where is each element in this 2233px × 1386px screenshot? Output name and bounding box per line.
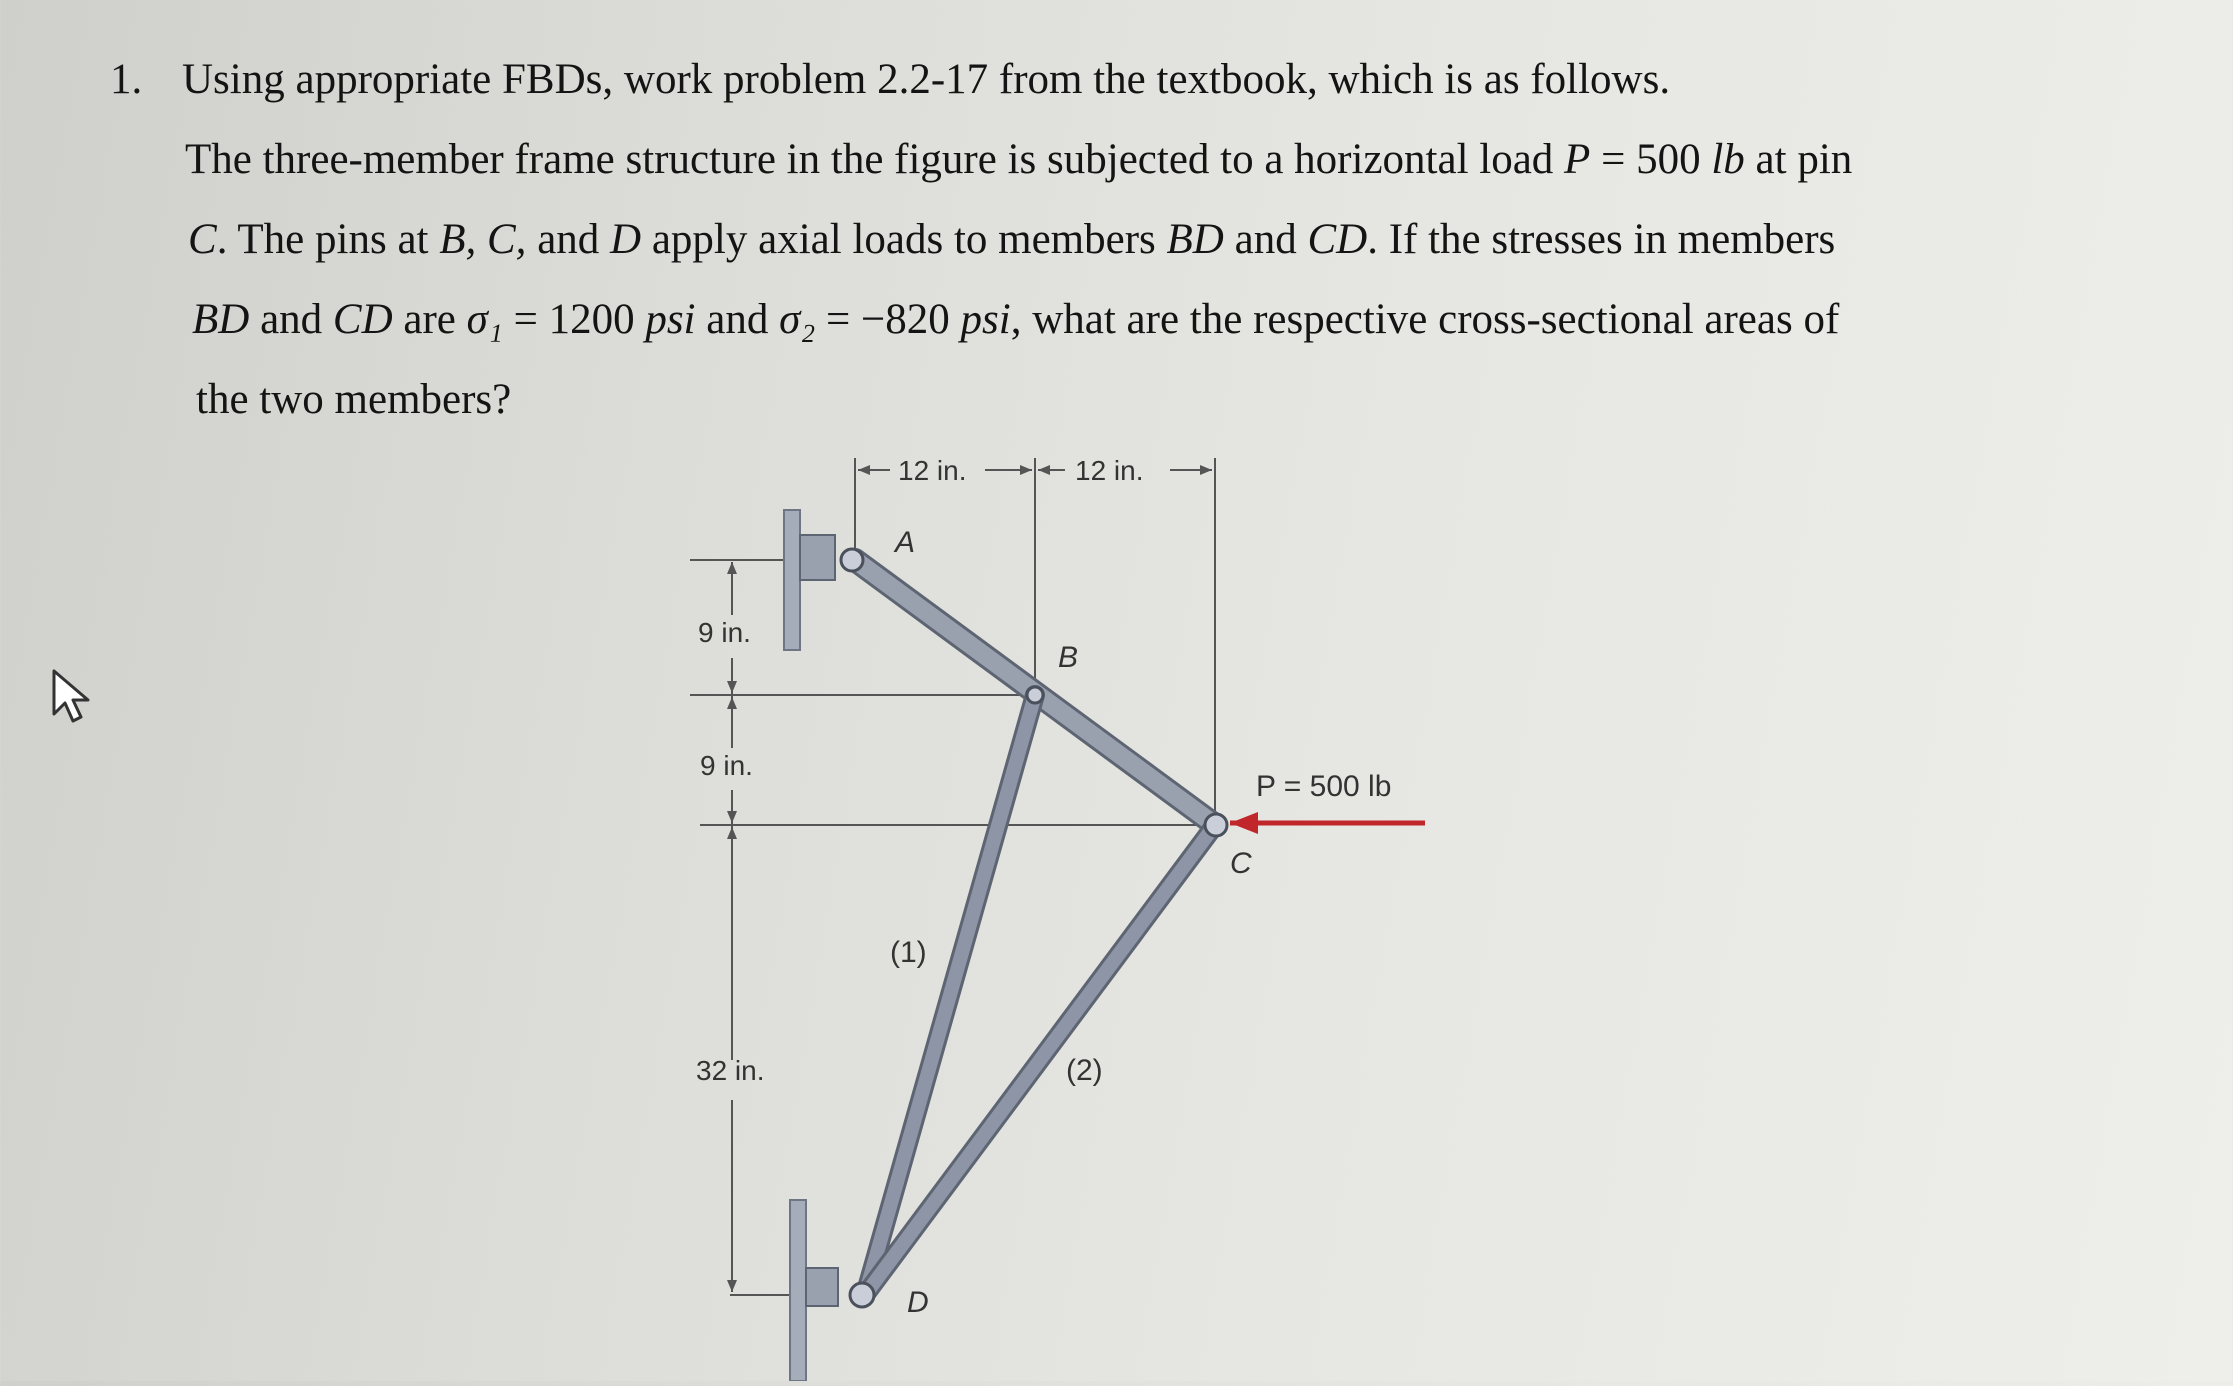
load-arrowhead xyxy=(1230,812,1258,834)
dim-top-2: 12 in. xyxy=(1075,455,1144,486)
line4-text-a: and xyxy=(249,296,333,343)
problem-number: 1. xyxy=(110,56,143,103)
pin-d xyxy=(850,1283,874,1307)
line4-psi1: psi xyxy=(645,296,696,343)
arrowhead-top-4 xyxy=(1200,465,1212,475)
line2-text-b: at pin xyxy=(1744,136,1853,183)
member-bd-fill xyxy=(865,695,1035,1295)
problem-line-2 xyxy=(185,120,1852,200)
wall-support-a xyxy=(784,510,800,650)
arrowhead-top-1 xyxy=(858,465,870,475)
arrowhead-left-2 xyxy=(727,681,737,693)
line4-text-d: and xyxy=(695,296,780,343)
bracket-d xyxy=(806,1268,838,1306)
pin-b xyxy=(1027,687,1043,703)
line3-cd: CD xyxy=(1307,216,1368,263)
arrowhead-left-4 xyxy=(727,811,737,823)
line4-text-f: , what are the respective cross-sectional areas of xyxy=(1010,296,1840,343)
line3-bd: BD xyxy=(1166,216,1224,263)
line4-sigma2: σ₂ xyxy=(779,296,816,343)
label-member-2: (2) xyxy=(1066,1054,1103,1087)
label-member-1: (1) xyxy=(890,936,927,969)
member-cd-fill xyxy=(865,825,1215,1295)
line4-text-e: = −820 xyxy=(815,296,961,343)
problem-line-4 xyxy=(192,280,1839,360)
line4-sigma1: σ₁ xyxy=(466,296,503,343)
line4-cd: CD xyxy=(332,296,393,343)
dim-top-1: 12 in. xyxy=(898,455,967,486)
label-b: B xyxy=(1058,641,1079,674)
line1-text: Using appropriate FBDs, work problem 2.2-17 from the textbook, which is as follows. xyxy=(182,56,1671,103)
line3-vars: B, C, xyxy=(439,216,527,263)
load-label: P = 500 lb xyxy=(1256,770,1392,803)
line4-text-c: = 1200 xyxy=(502,296,646,343)
label-a: A xyxy=(895,526,916,559)
line2-var-p: P xyxy=(1564,136,1591,183)
label-d: D xyxy=(907,1286,929,1319)
arrowhead-top-3 xyxy=(1038,465,1050,475)
line3-var-d: D xyxy=(610,216,642,263)
bracket-a xyxy=(800,535,835,580)
problem-line-5 xyxy=(196,360,511,440)
wall-support-d xyxy=(790,1200,806,1381)
line4-psi2: psi xyxy=(960,296,1011,343)
line4-bd: BD xyxy=(192,296,250,343)
line2-text-a: The three-member frame structure in the figure is subjected to a horizontal load xyxy=(185,136,1565,183)
pin-a xyxy=(841,549,863,571)
dim-left-2: 9 in. xyxy=(700,750,753,781)
mouse-cursor-icon xyxy=(50,668,94,726)
line4-text-b: are xyxy=(392,296,467,343)
arrowhead-left-1 xyxy=(727,562,737,574)
line3-text-c: apply axial loads to members xyxy=(641,216,1167,263)
line3-text-e: . If the stresses in members xyxy=(1367,216,1836,263)
arrowhead-top-2 xyxy=(1020,465,1032,475)
dim-left-1: 9 in. xyxy=(698,617,751,648)
problem-line-1 xyxy=(182,40,1670,120)
line3-var-c: C xyxy=(188,216,217,263)
line3-text-d: and xyxy=(1223,216,1308,263)
label-c: C xyxy=(1230,847,1252,880)
line2-eq: = 500 xyxy=(1590,136,1712,183)
arrowhead-left-5 xyxy=(727,827,737,839)
line3-text-b: and xyxy=(526,216,611,263)
line5-text: the two members? xyxy=(196,376,512,423)
pin-c xyxy=(1205,814,1227,836)
line2-unit: lb xyxy=(1711,136,1745,183)
line3-text-a: . The pins at xyxy=(216,216,440,263)
dim-left-3: 32 in. xyxy=(696,1055,765,1086)
arrowhead-left-3 xyxy=(727,697,737,709)
arrowhead-left-6 xyxy=(727,1280,737,1292)
frame-figure xyxy=(640,440,1440,1381)
problem-line-3 xyxy=(188,200,1835,280)
